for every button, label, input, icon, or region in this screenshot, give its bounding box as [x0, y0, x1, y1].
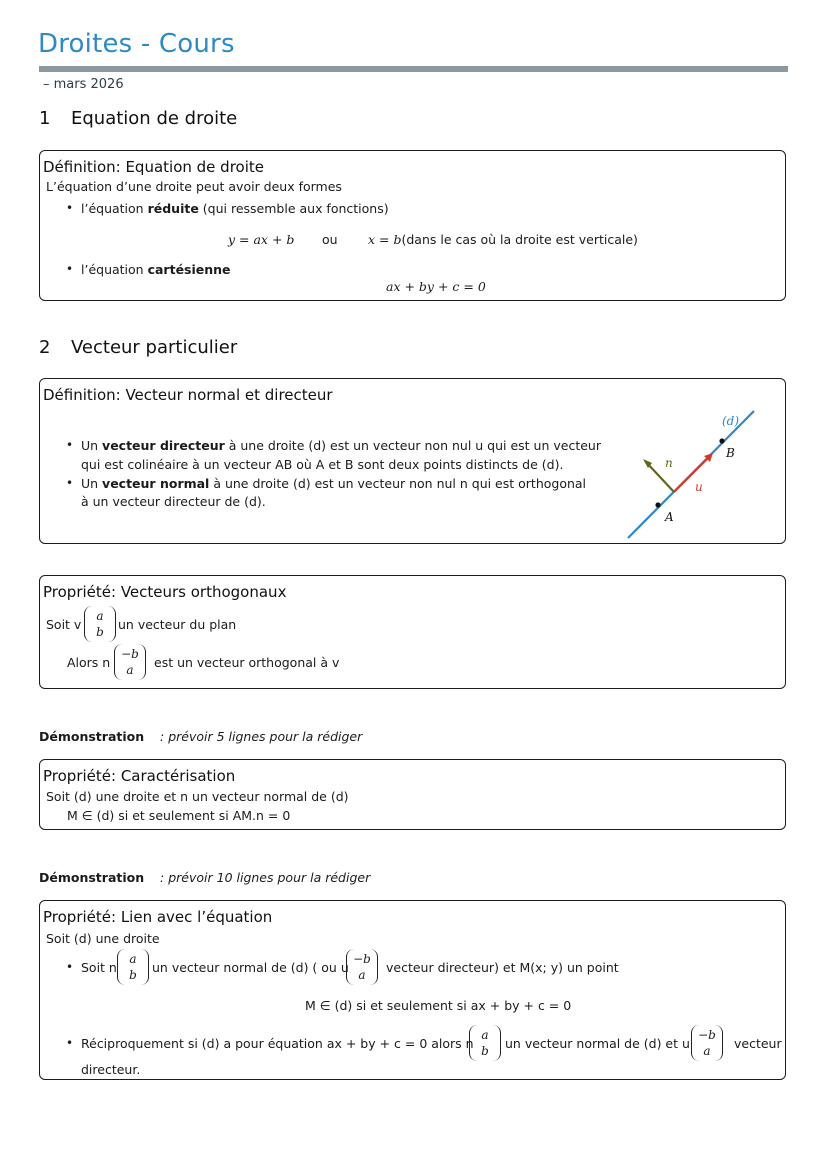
matrix-n: [114, 644, 146, 680]
section-1-heading: [39, 108, 237, 129]
text: l’équation: [81, 201, 148, 216]
bold-text: vecteur normal: [102, 476, 210, 491]
matrix-n2: [469, 1025, 501, 1061]
demo-label: Démonstration: [39, 870, 145, 885]
bullet-reciproquement: • Réciproquement si (d) a pour équation ax + by + c = 0 alors n: [81, 1036, 474, 1051]
box-intro: L’équation d’une droite peut avoir deux formes: [46, 179, 342, 194]
equation-cartesienne: ax + by + c = 0: [386, 279, 486, 294]
box-title: Définition: Equation de droite: [43, 158, 264, 176]
text-line: un vecteur du plan: [118, 617, 237, 632]
text: à une droite (d) est un vecteur non nul u qui est un vecteur: [224, 438, 601, 453]
bullet-soit-n: • Soit n: [81, 960, 117, 975]
equation-verticale: [368, 232, 638, 247]
label-d: (d): [722, 414, 740, 428]
matrix-entry: a: [129, 952, 137, 966]
text: l’équation: [81, 262, 148, 277]
matrix-entry: b: [96, 625, 104, 639]
section-2-heading: [39, 337, 237, 358]
box-title: Propriété: Vecteurs orthogonaux: [43, 583, 287, 601]
demo-text: : prévoir 5 lignes pour la rédiger: [160, 729, 363, 744]
text-line: vecteur: [734, 1036, 782, 1051]
bullet-vecteur-directeur: [81, 438, 601, 453]
vector-u: [674, 455, 711, 492]
page-title: Droites - Cours: [38, 29, 235, 59]
matrix-entry: a: [703, 1044, 711, 1058]
text-line: directeur.: [81, 1062, 141, 1077]
definition-box-equation: [39, 150, 786, 301]
matrix-entry: b: [481, 1044, 489, 1058]
section-label: Equation de droite: [71, 108, 238, 129]
property-box-orthogonaux: [39, 575, 786, 689]
matrix-entry: a: [481, 1028, 489, 1042]
math: x = b: [368, 232, 402, 247]
text-line: un vecteur normal de (d) ( ou u: [152, 960, 349, 975]
text-line: M ∈ (d) si et seulement si AM.n = 0: [67, 808, 291, 823]
section-number: 1: [39, 108, 51, 129]
property-box-lien-equation: [39, 900, 786, 1080]
text: (qui ressemble aux fonctions): [198, 201, 389, 216]
label-B: B: [726, 446, 735, 460]
section-number: 2: [39, 337, 51, 358]
text-line: Soit (d) une droite et n un vecteur normal de (d): [46, 789, 349, 804]
point-A: [655, 502, 660, 507]
demo-text: : prévoir 10 lignes pour la rédiger: [160, 870, 371, 885]
text: (dans le cas où la droite est verticale): [401, 232, 638, 247]
page-date: – mars 2026: [43, 77, 124, 92]
text: Un: [81, 476, 103, 491]
matrix-entry: −b: [353, 952, 371, 966]
text-line: un vecteur normal de (d) et u: [505, 1036, 690, 1051]
bullet-reduite: [81, 201, 389, 216]
definition-box-vecteurs: [39, 378, 786, 544]
label-n: n: [665, 456, 673, 470]
bold-text: réduite: [147, 201, 199, 216]
bullet-cartesienne: [81, 262, 231, 277]
text-soit-v: Soit v: [46, 617, 82, 632]
text-line: Soit (d) une droite: [46, 931, 160, 946]
box-title: Propriété: Caractérisation: [43, 767, 236, 785]
equation-centered: M ∈ (d) si et seulement si ax + by + c = 0: [305, 998, 572, 1013]
matrix-entry: −b: [121, 647, 139, 661]
matrix-entry: b: [129, 968, 137, 982]
text-line: qui est colinéaire à un vecteur AB où A et B sont deux points distincts de (d).: [81, 457, 564, 472]
matrix-u2: [691, 1025, 723, 1061]
matrix-entry: −b: [698, 1028, 716, 1042]
label-u: u: [695, 480, 703, 494]
demo-label: Démonstration: [39, 729, 145, 744]
text-line: est un vecteur orthogonal à v: [154, 655, 340, 670]
box-title: Définition: Vecteur normal et directeur: [43, 386, 333, 404]
vector-figure: [615, 399, 815, 544]
point-B: [719, 438, 724, 443]
matrix-n1: [117, 949, 149, 985]
text-line: vecteur directeur) et M(x; y) un point: [386, 960, 619, 975]
matrix-v: [84, 606, 116, 642]
title-rule: [39, 66, 788, 72]
property-box-caracterisation: [39, 759, 786, 830]
demonstration-2: [39, 870, 370, 885]
text-alors-n: Alors n: [67, 655, 111, 670]
box-title: Propriété: Lien avec l’équation: [43, 908, 273, 926]
text: Un: [81, 438, 103, 453]
matrix-entry: a: [358, 968, 366, 982]
equation-ou: ou: [322, 232, 338, 247]
equation-reduite: y = ax + b: [228, 232, 295, 247]
matrix-u1: [346, 949, 378, 985]
label-A: A: [665, 510, 674, 524]
section-label: Vecteur particulier: [71, 337, 238, 358]
matrix-entry: a: [126, 663, 134, 677]
demonstration-1: [39, 729, 362, 744]
bullet-vecteur-normal: [81, 476, 586, 491]
bold-text: vecteur directeur: [102, 438, 225, 453]
bold-text: cartésienne: [147, 262, 231, 277]
matrix-entry: a: [96, 609, 104, 623]
text: à une droite (d) est un vecteur non nul n qui est orthogonal: [209, 476, 587, 491]
text-line: à un vecteur directeur de (d).: [81, 494, 266, 509]
